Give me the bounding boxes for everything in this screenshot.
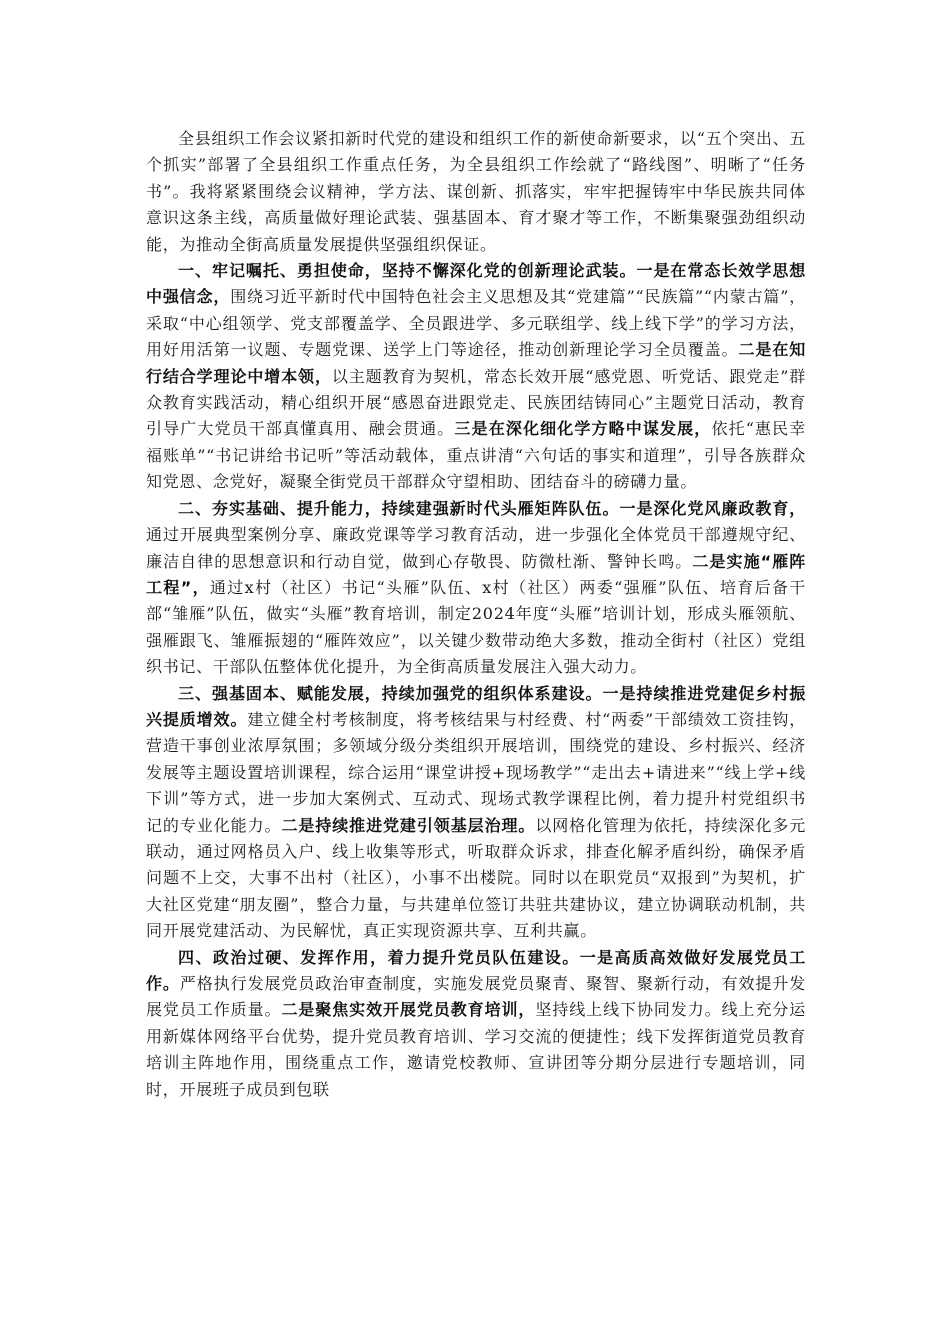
section-1-text-1: 围绕习近平新时代中国特色社会主义思想及其“党建篇”“民族篇”“内蒙古篇”，采取“中心组领学、党支部覆盖学、全员跟进学、多元联组学、线上线下学”的学习方法，用好用活第一议题、专题党课、送学上门等途径，推动创新理论学习全员覆盖。 (146, 287, 806, 360)
section-1-text-3: 依托“惠民幸福账单”“书记讲给书记听”等活动载体，重点讲清“六句话的事实和道理”，引导各族群众知党恩、念党好，凝聚全街党员干部群众守望相助、团结奋斗的磅礴力量。 (146, 419, 806, 492)
section-3-text-2: 以网格化管理为依托，持续深化多元联动，通过网格员入户、线上收集等形式，听取群众诉求，排查化解矛盾纠纷，确保矛盾问题不上交，大事不出村（社区），小事不出楼院。同时以在职党员“双报到”为契机，扩大社区党建“朋友圈”，整合力量，与共建单位签订共驻共建协议，建立协调联动机制，共同开展党建活动、为民解忧，真正实现资源共享、互利共赢。 (146, 815, 806, 941)
section-1-text-2: 以主题教育为契机，常态长效开展“感党恩、听党话、跟党走”群众教育实践活动，精心组织开展“感恩奋进跟党走、民族团结铸同心”主题党日活动，教育引导广大党员干部真懂真用、融会贯通。 (146, 366, 806, 439)
section-3-heading: 三、强基固本、赋能发展，持续加强党的组织体系建设。一是持续推进党建促乡村振兴提质增效。 (146, 683, 806, 729)
section-2-paragraph (146, 496, 806, 681)
intro-paragraph (146, 126, 806, 258)
section-3-text-1: 建立健全村考核制度，将考核结果与村经费、村“两委”干部绩效工资挂钩，营造干事创业浓厚氛围；多领域分级分类组织开展培训，围绕党的建设、乡村振兴、经济发展等主题设置培训课程，综合运用“课堂讲授+现场教学”“走出去+请进来”“线上学+线下训”等方式，进一步加大案例式、互动式、现场式教学课程比例，着力提升村党组织书记的专业化能力。 (146, 709, 806, 835)
section-3-paragraph (146, 681, 806, 945)
section-3-point-2: 二是持续推进党建引领基层治理。 (281, 815, 536, 835)
section-2-heading: 二、夯实基础、提升能力，持续建强新时代头雁矩阵队伍。一是深化党风廉政教育， (178, 498, 806, 518)
section-2-text-2: 通过x村（社区）书记“头雁”队伍、x村（社区）两委“强雁”队伍、培育后备干部“雏雁”队伍，做实“头雁”教育培训，制定2024年度“头雁”培训计划，形成头雁领航、强雁跟飞、雏雁振翅的“雁阵效应”，以关键少数带动绝大多数，推动全街村（社区）党组织书记、干部队伍整体优化提升，为全街高质量发展注入强大动力。 (146, 577, 806, 677)
document-page (146, 126, 806, 1103)
section-4-paragraph (146, 945, 806, 1103)
section-1-heading: 一、牢记嘱托、勇担使命，坚持不懈深化党的创新理论武装。一是在常态长效学思想中强信念， (146, 261, 806, 307)
section-4-text-1: 严格执行发展党员政治审查制度，实施发展党员聚青、聚智、聚新行动，有效提升发展党员工作质量。 (146, 974, 806, 1020)
section-4-text-2: 坚持线上线下协同发力。线上充分运用新媒体网络平台优势，提升党员教育培训、学习交流的便捷性；线下发挥街道党员教育培训主阵地作用，围绕重点工作，邀请党校教师、宣讲团等分期分层进行专题培训，同时，开展班子成员到包联 (146, 1000, 806, 1099)
section-1-point-3: 三是在深化细化学方略中谋发展， (454, 419, 712, 439)
intro-text: 全县组织工作会议紧扣新时代党的建设和组织工作的新使命新要求，以“五个突出、五个抓实”部署了全县组织工作重点任务，为全县组织工作绘就了“路线图”、明晰了“任务书”。我将紧紧围绕会议精神，学方法、谋创新、抓落实，牢牢把握铸牢中华民族共同体意识这条主线，高质量做好理论武装、强基固本、育才聚才等工作，不断集聚强劲组织动能，为推动全街高质量发展提供坚强组织保证。 (146, 129, 806, 254)
section-2-text-1: 通过开展典型案例分享、廉政党课等学习教育活动，进一步强化全体党员干部遵规守纪、廉洁自律的思想意识和行动自觉，做到心存敬畏、防微杜渐、警钟长鸣。 (146, 525, 806, 571)
section-1-paragraph (146, 258, 806, 496)
section-4-point-2: 二是聚焦实效开展党员教育培训， (281, 1000, 536, 1020)
section-4-heading: 四、政治过硬、发挥作用，着力提升党员队伍建设。一是高质高效做好发展党员工作。 (146, 947, 806, 993)
section-2-point-2: 二是实施“雁阵工程”， (146, 551, 806, 597)
section-1-point-2: 二是在知行结合学理论中增本领， (146, 340, 806, 386)
